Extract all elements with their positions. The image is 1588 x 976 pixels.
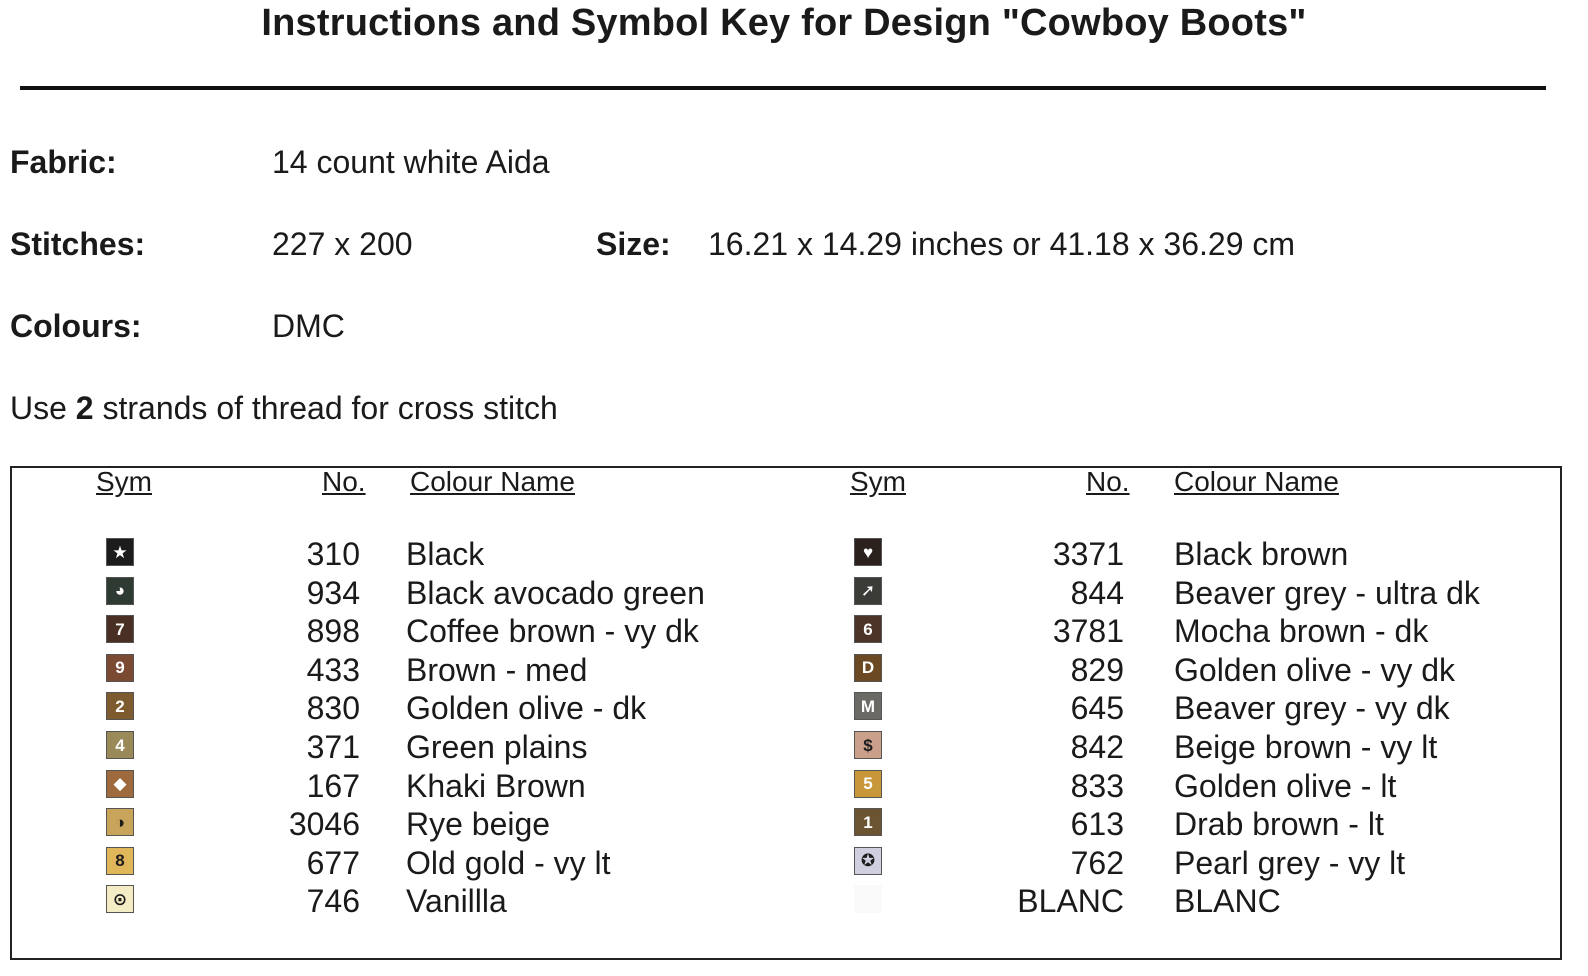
- fabric-value: 14 count white Aida: [272, 144, 550, 180]
- colour-name-right: Pearl grey - vy lt: [1174, 844, 1406, 881]
- colour-name-right: Beaver grey - ultra dk: [1174, 574, 1480, 611]
- dmc-number-left: 746: [306, 883, 360, 920]
- dmc-number-right: 842: [1070, 729, 1124, 765]
- colour-name-left: Green plains: [406, 729, 588, 765]
- ball-symbol-icon: ◕: [106, 577, 134, 605]
- stitches-label: Stitches:: [10, 226, 146, 262]
- two-symbol-icon: 2: [106, 692, 134, 720]
- blank-symbol-icon: [854, 885, 882, 913]
- header-sym-left: Sym: [96, 466, 152, 497]
- dmc-number-left: 677: [306, 844, 360, 881]
- nine-symbol-icon: 9: [106, 654, 134, 682]
- dmc-number-left: 433: [306, 651, 360, 688]
- dmc-number-right: 829: [1070, 651, 1124, 688]
- six-symbol-icon: 6: [854, 615, 882, 643]
- dmc-number-right: BLANC: [1017, 883, 1124, 920]
- dmc-number-left: 3046: [288, 806, 360, 843]
- colour-name-left: Rye beige: [406, 806, 551, 843]
- colour-name-left: Brown - med: [406, 651, 588, 688]
- colours-value: DMC: [272, 308, 345, 344]
- eight-symbol-icon: 8: [106, 847, 134, 875]
- header-no-left: No.: [322, 466, 366, 497]
- colour-name-left: Golden olive - dk: [406, 690, 647, 727]
- colour-name-left: Khaki Brown: [406, 767, 586, 804]
- dmc-number-left: 167: [306, 767, 360, 804]
- five-symbol-icon: 5: [854, 770, 882, 798]
- header-no-right: No.: [1086, 466, 1130, 497]
- dmc-number-left: 898: [306, 613, 360, 650]
- dmc-number-right: 833: [1070, 767, 1124, 804]
- one-symbol-icon: 1: [854, 808, 882, 836]
- dmc-number-right: 613: [1070, 806, 1124, 843]
- colour-name-right: Beaver grey - vy dk: [1174, 690, 1450, 727]
- m-circle-symbol-icon: M: [854, 692, 882, 720]
- colour-name-left: Vanillla: [406, 883, 507, 920]
- dot-circle-symbol-icon: ⊙: [106, 885, 134, 913]
- dmc-number-left: 934: [306, 574, 360, 611]
- dollar-symbol-icon: $: [854, 731, 882, 759]
- star-box-symbol-icon: ✪: [854, 847, 882, 875]
- half-circle-symbol-icon: ◑: [106, 808, 134, 836]
- arrow-symbol-icon: ➚: [854, 577, 882, 605]
- seven-symbol-icon: 7: [106, 615, 134, 643]
- dmc-number-right: 3371: [1052, 536, 1124, 572]
- colour-name-left: Black: [406, 536, 485, 572]
- colours-label: Colours:: [10, 308, 142, 344]
- header-sym-right: Sym: [850, 466, 906, 497]
- diamond-symbol-icon: ◆: [106, 770, 134, 798]
- stitches-value: 227 x 200: [272, 226, 413, 262]
- colour-name-right: Drab brown - lt: [1174, 806, 1384, 843]
- header-name-left: Colour Name: [410, 466, 575, 497]
- colour-name-right: Mocha brown - dk: [1174, 613, 1429, 650]
- dmc-number-right: 645: [1070, 690, 1124, 727]
- dmc-number-right: 762: [1070, 844, 1124, 881]
- star-symbol-icon: ★: [106, 538, 134, 566]
- size-value: 16.21 x 14.29 inches or 41.18 x 36.29 cm: [708, 226, 1296, 262]
- colour-name-right: Black brown: [1174, 536, 1349, 572]
- fabric-label: Fabric:: [10, 144, 117, 180]
- dmc-number-left: 310: [306, 536, 360, 572]
- header-name-right: Colour Name: [1174, 466, 1339, 497]
- colour-name-right: Golden olive - lt: [1174, 767, 1397, 804]
- d-circle-symbol-icon: D: [854, 654, 882, 682]
- four-symbol-icon: 4: [106, 731, 134, 759]
- colour-name-left: Old gold - vy lt: [406, 844, 611, 881]
- colour-name-left: Coffee brown - vy dk: [406, 613, 699, 650]
- colour-name-right: Golden olive - vy dk: [1174, 651, 1456, 688]
- strands-instruction: Use 2 strands of thread for cross stitch: [10, 390, 558, 426]
- heart-symbol-icon: ♥: [854, 538, 882, 566]
- dmc-number-left: 830: [306, 690, 360, 727]
- title-divider: [20, 86, 1546, 90]
- colour-name-right: Beige brown - vy lt: [1174, 729, 1438, 765]
- size-label: Size:: [596, 226, 671, 262]
- colour-name-left: Black avocado green: [406, 574, 705, 611]
- colour-name-right: BLANC: [1174, 883, 1281, 920]
- page-title: Instructions and Symbol Key for Design "Cowboy Boots": [261, 2, 1307, 44]
- dmc-number-right: 3781: [1052, 613, 1124, 650]
- dmc-number-right: 844: [1070, 574, 1124, 611]
- strands-count: 2: [75, 390, 94, 426]
- dmc-number-left: 371: [306, 729, 360, 765]
